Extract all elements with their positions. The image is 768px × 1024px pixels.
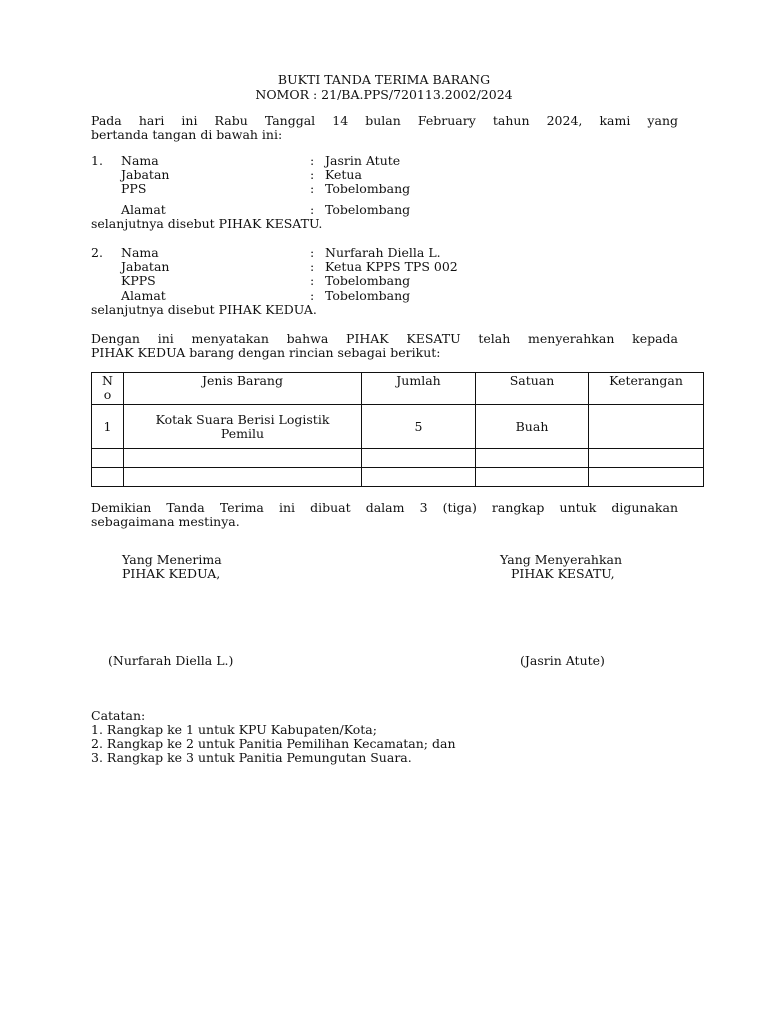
party-1-pps-colon: :: [310, 181, 315, 196]
party-1-pps-label: PPS: [121, 181, 147, 196]
party-2-position-value: Ketua KPPS TPS 002: [325, 259, 458, 274]
cell-item: [124, 405, 362, 449]
party-2-address-label: Alamat: [121, 288, 166, 303]
closing-line-1: Demikian Tanda Terima ini dibuat dalam 3 (tiga) rangkap untuk digunakan: [91, 500, 678, 515]
header-no: [92, 373, 124, 405]
header-item: Jenis Barang: [124, 373, 362, 405]
note-item-3: 3. Rangkap ke 3 untuk Panitia Pemungutan Suara.: [91, 750, 412, 765]
party-1-address-label: Alamat: [121, 202, 166, 217]
party-2-address-colon: :: [310, 288, 315, 303]
items-table: [91, 372, 704, 487]
header-no-line-1: N: [102, 373, 113, 388]
notes-heading: Catatan:: [91, 708, 146, 723]
party-2-position-label: Jabatan: [121, 259, 170, 274]
header-note: Keterangan: [589, 373, 704, 405]
document-title: BUKTI TANDA TERIMA BARANG: [277, 72, 491, 87]
party-1-name-colon: :: [310, 153, 315, 168]
cell-qty: 5: [362, 405, 476, 449]
cell-note: [589, 405, 704, 449]
table-header-row: [92, 373, 704, 405]
party-2-kpps-colon: :: [310, 273, 315, 288]
header-qty: Jumlah: [362, 373, 476, 405]
empty-cell: [476, 468, 589, 487]
party-1-position-colon: :: [310, 167, 315, 182]
party-1-designation: selanjutnya disebut PIHAK KESATU.: [91, 216, 323, 231]
statement-line-1: Dengan ini menyatakan bahwa PIHAK KESATU telah menyerahkan kepada: [91, 331, 678, 346]
party-1-pps-value: Tobelombang: [325, 181, 411, 196]
empty-cell: [476, 449, 589, 468]
note-item-2: 2. Rangkap ke 2 untuk Panitia Pemilihan Kecamatan; dan: [91, 736, 456, 751]
party-2-name-value: Nurfarah Diella L.: [325, 245, 441, 260]
statement-line-2: PIHAK KEDUA barang dengan rincian sebagai berikut:: [91, 345, 441, 360]
party-2-kpps-label: KPPS: [121, 273, 156, 288]
party-2-index: 2.: [91, 245, 103, 260]
party-1-name-label: Nama: [121, 153, 159, 168]
intro-line-1: Pada hari ini Rabu Tanggal 14 bulan February tahun 2024, kami yang: [91, 113, 678, 128]
party-1-position-label: Jabatan: [121, 167, 170, 182]
party-2-designation: selanjutnya disebut PIHAK KEDUA.: [91, 302, 317, 317]
empty-cell: [362, 449, 476, 468]
party-2-address-value: Tobelombang: [325, 288, 411, 303]
receiver-name: (Nurfarah Diella L.): [108, 653, 234, 668]
party-1-address-value: Tobelombang: [325, 202, 411, 217]
receiver-title: Yang Menerima: [122, 552, 222, 567]
party-1-position-value: Ketua: [325, 167, 362, 182]
empty-cell: [124, 468, 362, 487]
closing-line-2: sebagaimana mestinya.: [91, 514, 240, 529]
document-number: NOMOR : 21/BA.PPS/720113.2002/2024: [255, 87, 513, 102]
party-1-index: 1.: [91, 153, 103, 168]
receiver-party: PIHAK KEDUA,: [122, 566, 221, 581]
empty-cell: [124, 449, 362, 468]
party-1-name-value: Jasrin Atute: [325, 153, 401, 168]
cell-item-line-1: Kotak Suara Berisi Logistik: [155, 411, 330, 427]
cell-no: 1: [92, 405, 124, 449]
party-2-name-colon: :: [310, 245, 315, 260]
table-row: [92, 405, 704, 449]
table-empty-row: [92, 449, 704, 468]
header-no-line-2: o: [103, 387, 112, 402]
empty-cell: [92, 468, 124, 487]
giver-name: (Jasrin Atute): [520, 653, 605, 668]
header-unit: Satuan: [476, 373, 589, 405]
note-item-1: 1. Rangkap ke 1 untuk KPU Kabupaten/Kota;: [91, 722, 377, 737]
empty-cell: [589, 468, 704, 487]
empty-cell: [362, 468, 476, 487]
intro-line-2: bertanda tangan di bawah ini:: [91, 127, 283, 142]
empty-cell: [92, 449, 124, 468]
party-1-address-colon: :: [310, 202, 315, 217]
giver-party: PIHAK KESATU,: [511, 566, 615, 581]
party-2-name-label: Nama: [121, 245, 159, 260]
party-2-kpps-value: Tobelombang: [325, 273, 411, 288]
party-2-position-colon: :: [310, 259, 315, 274]
cell-item-line-2: Pemilu: [220, 425, 265, 441]
giver-title: Yang Menyerahkan: [500, 552, 623, 567]
cell-unit: Buah: [476, 405, 589, 449]
empty-cell: [589, 449, 704, 468]
table-empty-row: [92, 468, 704, 487]
